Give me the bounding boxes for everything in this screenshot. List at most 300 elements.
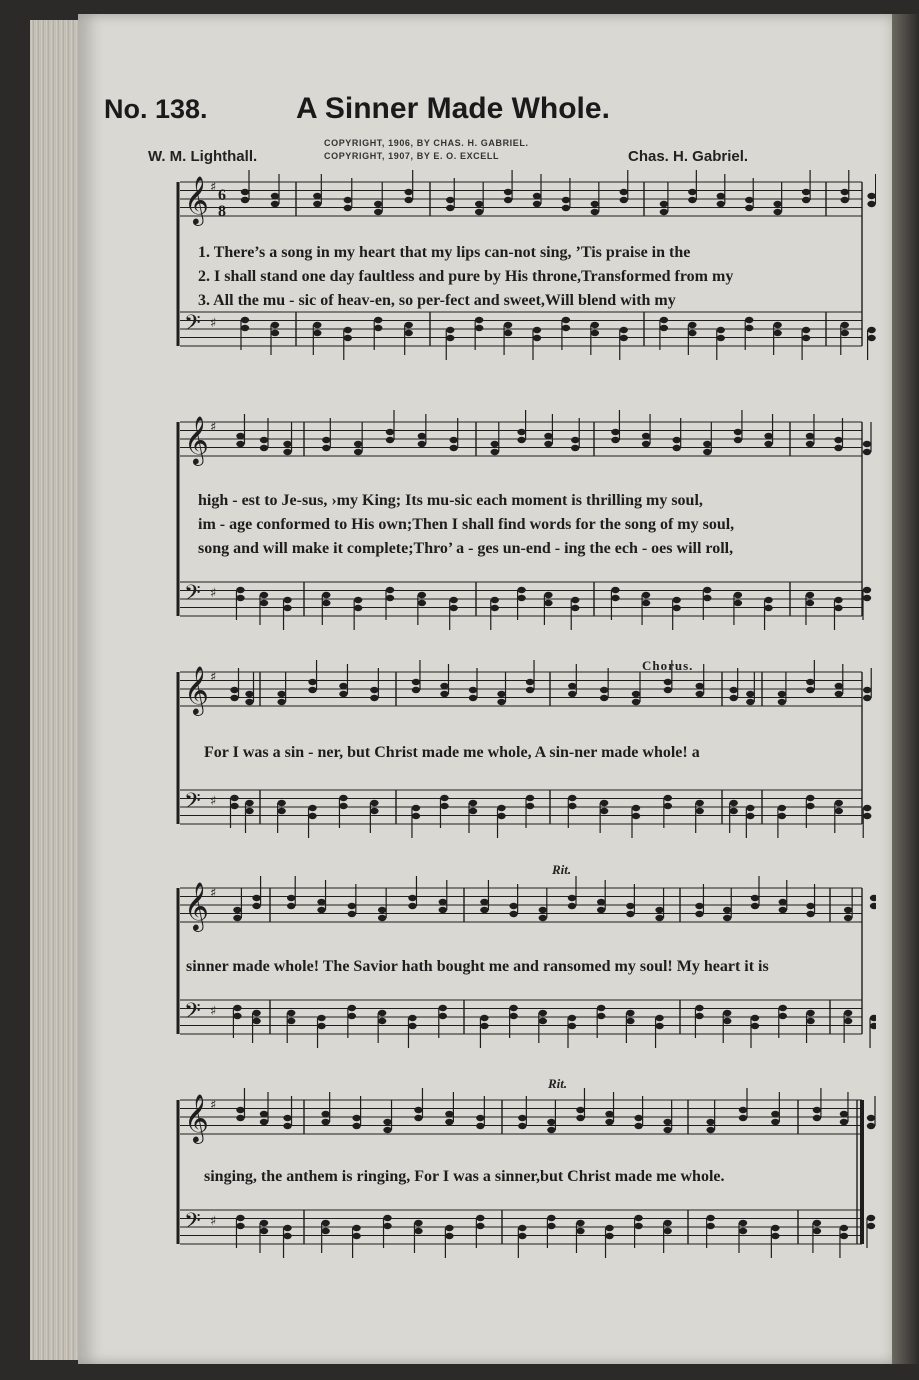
note-head <box>870 1015 876 1021</box>
note-head <box>734 600 742 606</box>
note-head <box>497 813 505 819</box>
note-head <box>835 691 843 697</box>
note-head <box>806 1010 814 1016</box>
note-head <box>778 699 786 705</box>
note-head <box>370 808 378 814</box>
note-head <box>504 330 512 336</box>
note-head <box>348 1005 356 1011</box>
note-head <box>778 805 786 811</box>
note-head <box>440 795 448 801</box>
copyright-line-1: COPYRIGHT, 1906, BY CHAS. H. GABRIEL. <box>324 138 529 148</box>
note-head <box>764 597 772 603</box>
note-head <box>706 1223 714 1229</box>
note-head <box>723 907 731 913</box>
note-head <box>696 808 704 814</box>
note-head <box>241 197 249 203</box>
note-head <box>509 1005 517 1011</box>
note-head <box>746 699 754 705</box>
note-head <box>439 1005 447 1011</box>
note-head <box>283 441 291 447</box>
note-head <box>620 327 628 333</box>
note-head <box>491 449 499 455</box>
note-head <box>497 699 505 705</box>
note-head <box>773 330 781 336</box>
note-head <box>642 433 650 439</box>
note-head <box>571 605 579 611</box>
note-head <box>526 679 534 685</box>
note-head <box>802 327 810 333</box>
note-head <box>526 795 534 801</box>
note-head <box>844 907 852 913</box>
note-head <box>518 1115 526 1121</box>
note-head <box>634 1223 642 1229</box>
note-head <box>236 1223 244 1229</box>
note-head <box>544 592 552 598</box>
note-head <box>634 1115 642 1121</box>
note-head <box>352 1115 360 1121</box>
note-head <box>418 600 426 606</box>
note-head <box>283 597 291 603</box>
note-head <box>317 899 325 905</box>
note-head <box>568 895 576 901</box>
note-head <box>241 189 249 195</box>
note-head <box>374 317 382 323</box>
note-head <box>751 895 759 901</box>
note-head <box>632 813 640 819</box>
note-head <box>813 1220 821 1226</box>
note-head <box>773 209 781 215</box>
note-head <box>867 327 875 333</box>
note-head <box>547 1119 555 1125</box>
note-head <box>806 795 814 801</box>
note-head <box>695 903 703 909</box>
note-head <box>283 1233 291 1239</box>
note-head <box>509 911 517 917</box>
note-head <box>568 683 576 689</box>
note-head <box>870 895 876 901</box>
note-head <box>414 1107 422 1113</box>
note-head <box>277 699 285 705</box>
key-signature-sharp: ♯ <box>210 794 217 809</box>
time-signature: 8 <box>218 203 226 220</box>
note-head <box>480 899 488 905</box>
note-head <box>230 795 238 801</box>
note-head <box>734 429 742 435</box>
book-page-edges <box>30 20 82 1360</box>
note-head <box>597 907 605 913</box>
note-head <box>867 1123 875 1129</box>
note-head <box>739 1115 747 1121</box>
note-head <box>260 437 268 443</box>
note-head <box>230 687 238 693</box>
note-head <box>672 437 680 443</box>
note-head <box>863 441 871 447</box>
note-head <box>597 1013 605 1019</box>
note-head <box>440 683 448 689</box>
note-head <box>260 445 268 451</box>
note-head <box>408 903 416 909</box>
note-head <box>480 1023 488 1029</box>
note-head <box>504 322 512 328</box>
note-head <box>236 595 244 601</box>
note-head <box>509 1013 517 1019</box>
note-head <box>778 813 786 819</box>
note-head <box>562 325 570 331</box>
note-head <box>764 605 772 611</box>
note-head <box>806 911 814 917</box>
note-head <box>571 437 579 443</box>
note-head <box>611 437 619 443</box>
note-head <box>739 1107 747 1113</box>
note-head <box>806 803 814 809</box>
note-head <box>236 441 244 447</box>
key-signature-sharp: ♯ <box>210 1004 217 1019</box>
key-signature-sharp: ♯ <box>210 886 217 901</box>
note-head <box>605 1225 613 1231</box>
note-head <box>863 449 871 455</box>
treble-clef: 𝄞 <box>184 881 209 930</box>
note-head <box>339 683 347 689</box>
bass-clef: 𝄢 <box>184 1209 201 1239</box>
note-head <box>271 322 279 328</box>
note-head <box>308 687 316 693</box>
note-head <box>445 1225 453 1231</box>
note-head <box>664 803 672 809</box>
note-head <box>414 1220 422 1226</box>
note-head <box>672 605 680 611</box>
note-head <box>779 899 787 905</box>
note-head <box>723 915 731 921</box>
note-head <box>383 1223 391 1229</box>
note-head <box>840 1119 848 1125</box>
note-head <box>605 1111 613 1117</box>
note-head <box>475 317 483 323</box>
note-head <box>440 691 448 697</box>
note-head <box>664 795 672 801</box>
note-head <box>374 325 382 331</box>
note-head <box>287 1010 295 1016</box>
note-head <box>287 1018 295 1024</box>
note-head <box>778 691 786 697</box>
note-head <box>717 193 725 199</box>
note-head <box>352 1225 360 1231</box>
note-head <box>352 1233 360 1239</box>
note-head <box>386 437 394 443</box>
note-head <box>663 1228 671 1234</box>
note-head <box>626 1010 634 1016</box>
note-head <box>476 1123 484 1129</box>
note-head <box>418 441 426 447</box>
note-head <box>252 895 260 901</box>
note-head <box>344 205 352 211</box>
note-head <box>378 915 386 921</box>
note-head <box>504 197 512 203</box>
note-head <box>779 1005 787 1011</box>
note-head <box>688 330 696 336</box>
note-head <box>806 600 814 606</box>
note-head <box>383 1119 391 1125</box>
note-head <box>378 1010 386 1016</box>
note-head <box>241 317 249 323</box>
note-head <box>729 800 737 806</box>
note-head <box>660 209 668 215</box>
note-head <box>446 197 454 203</box>
note-head <box>383 1127 391 1133</box>
key-signature-sharp: ♯ <box>210 586 217 601</box>
note-head <box>591 330 599 336</box>
composer-credit: Chas. H. Gabriel. <box>628 148 749 165</box>
note-head <box>739 1220 747 1226</box>
note-head <box>867 201 875 207</box>
note-head <box>404 197 412 203</box>
note-head <box>576 1228 584 1234</box>
note-head <box>260 1220 268 1226</box>
note-head <box>632 805 640 811</box>
verse-1-line-2: high - est to Je-sus, ›my King; Its mu-sic each moment is thrilling my soul, <box>198 492 703 509</box>
note-head <box>600 695 608 701</box>
note-head <box>404 330 412 336</box>
note-head <box>446 327 454 333</box>
music-score <box>96 170 876 1310</box>
note-head <box>663 1220 671 1226</box>
note-head <box>706 1215 714 1221</box>
note-head <box>867 1223 875 1229</box>
chorus-label: Chorus. <box>642 658 694 673</box>
verse-2-line-2: im - age conformed to His own;Then I shall find words for the song of my soul, <box>198 516 735 533</box>
note-head <box>352 1123 360 1129</box>
note-head <box>491 441 499 447</box>
note-head <box>348 911 356 917</box>
note-head <box>271 201 279 207</box>
note-head <box>313 322 321 328</box>
note-head <box>844 1010 852 1016</box>
note-head <box>660 325 668 331</box>
note-head <box>597 1005 605 1011</box>
note-head <box>241 325 249 331</box>
note-head <box>236 587 244 593</box>
key-signature-sharp: ♯ <box>210 420 217 435</box>
note-head <box>321 1119 329 1125</box>
note-head <box>576 1220 584 1226</box>
note-head <box>450 597 458 603</box>
note-head <box>370 695 378 701</box>
note-head <box>475 209 483 215</box>
note-head <box>504 189 512 195</box>
note-head <box>321 1220 329 1226</box>
note-head <box>446 205 454 211</box>
chorus-lyric-line-3: singing, the anthem is ringing, For I was a sinner,but Christ made me whole. <box>204 1168 725 1185</box>
note-head <box>562 317 570 323</box>
note-head <box>469 687 477 693</box>
note-head <box>344 335 352 341</box>
note-head <box>518 1225 526 1231</box>
note-head <box>664 687 672 693</box>
note-head <box>450 605 458 611</box>
note-head <box>533 193 541 199</box>
note-head <box>412 805 420 811</box>
note-head <box>729 687 737 693</box>
note-head <box>317 1015 325 1021</box>
note-head <box>317 1023 325 1029</box>
key-signature-sharp: ♯ <box>210 316 217 331</box>
note-head <box>322 437 330 443</box>
note-head <box>252 1010 260 1016</box>
note-head <box>344 197 352 203</box>
note-head <box>634 1215 642 1221</box>
note-head <box>509 903 517 909</box>
note-head <box>518 1123 526 1129</box>
note-head <box>260 600 268 606</box>
note-head <box>706 1127 714 1133</box>
note-head <box>230 695 238 701</box>
note-head <box>571 445 579 451</box>
note-head <box>663 1119 671 1125</box>
note-head <box>260 1111 268 1117</box>
note-head <box>322 445 330 451</box>
note-head <box>418 433 426 439</box>
note-head <box>729 695 737 701</box>
note-head <box>745 325 753 331</box>
note-head <box>605 1119 613 1125</box>
note-head <box>840 1233 848 1239</box>
note-head <box>480 907 488 913</box>
note-head <box>703 449 711 455</box>
note-head <box>806 441 814 447</box>
note-head <box>841 189 849 195</box>
key-signature-sharp: ♯ <box>210 1214 217 1229</box>
note-head <box>245 808 253 814</box>
note-head <box>277 800 285 806</box>
note-head <box>723 1018 731 1024</box>
note-head <box>806 1018 814 1024</box>
note-head <box>806 687 814 693</box>
note-head <box>672 597 680 603</box>
note-head <box>863 687 871 693</box>
note-head <box>734 437 742 443</box>
note-head <box>321 1111 329 1117</box>
note-head <box>446 335 454 341</box>
note-head <box>283 449 291 455</box>
note-head <box>440 803 448 809</box>
note-head <box>746 813 754 819</box>
note-head <box>450 437 458 443</box>
note-head <box>591 322 599 328</box>
chorus-lyric-line-2: sinner made whole! The Savior hath bought me and ransomed my soul! My heart it is <box>186 958 769 975</box>
verse-1-line-1: 1. There’s a song in my heart that my lips can-not sing, ’Tis praise in the <box>198 244 691 261</box>
note-head <box>236 1115 244 1121</box>
note-head <box>539 915 547 921</box>
note-head <box>236 1215 244 1221</box>
note-head <box>771 1119 779 1125</box>
note-head <box>450 445 458 451</box>
note-head <box>252 1018 260 1024</box>
note-head <box>539 907 547 913</box>
note-head <box>626 911 634 917</box>
note-head <box>773 322 781 328</box>
note-head <box>475 325 483 331</box>
note-head <box>655 1023 663 1029</box>
note-head <box>533 327 541 333</box>
note-head <box>497 691 505 697</box>
note-head <box>271 193 279 199</box>
note-head <box>354 449 362 455</box>
verse-2-line-1: 2. I shall stand one day faultless and pure by His throne,Transformed from my <box>198 268 734 285</box>
note-head <box>717 201 725 207</box>
note-head <box>813 1115 821 1121</box>
note-head <box>703 595 711 601</box>
note-head <box>308 805 316 811</box>
note-head <box>568 803 576 809</box>
note-head <box>526 687 534 693</box>
note-head <box>533 335 541 341</box>
note-head <box>476 1223 484 1229</box>
note-head <box>835 800 843 806</box>
note-head <box>600 800 608 806</box>
note-head <box>313 193 321 199</box>
note-head <box>348 903 356 909</box>
note-head <box>233 1013 241 1019</box>
note-head <box>806 433 814 439</box>
note-head <box>277 808 285 814</box>
note-head <box>322 592 330 598</box>
note-head <box>321 1228 329 1234</box>
note-head <box>283 605 291 611</box>
note-head <box>348 1013 356 1019</box>
time-signature: 6 <box>218 187 226 204</box>
note-head <box>863 805 871 811</box>
note-head <box>386 595 394 601</box>
note-head <box>260 592 268 598</box>
note-head <box>533 201 541 207</box>
note-head <box>611 587 619 593</box>
note-head <box>576 1115 584 1121</box>
note-head <box>591 201 599 207</box>
note-head <box>642 600 650 606</box>
note-head <box>544 600 552 606</box>
note-head <box>813 1107 821 1113</box>
note-head <box>233 1005 241 1011</box>
note-head <box>739 1228 747 1234</box>
note-head <box>863 695 871 701</box>
ritardando-label-2: Rit. <box>548 1076 568 1091</box>
note-head <box>626 903 634 909</box>
note-head <box>867 193 875 199</box>
note-head <box>620 335 628 341</box>
note-head <box>620 189 628 195</box>
note-head <box>745 197 753 203</box>
note-head <box>378 1018 386 1024</box>
note-head <box>339 803 347 809</box>
treble-clef: 𝄞 <box>184 175 209 224</box>
note-head <box>547 1215 555 1221</box>
note-head <box>439 907 447 913</box>
note-head <box>568 691 576 697</box>
verse-3-line-1: 3. All the mu - sic of heav-en, so per-fect and sweet,Will blend with my <box>198 292 676 309</box>
note-head <box>706 1119 714 1125</box>
note-head <box>370 687 378 693</box>
note-head <box>354 597 362 603</box>
note-head <box>354 441 362 447</box>
note-head <box>660 317 668 323</box>
note-head <box>834 445 842 451</box>
note-head <box>260 1119 268 1125</box>
bass-clef: 𝄢 <box>184 311 201 341</box>
note-head <box>287 895 295 901</box>
note-head <box>445 1111 453 1117</box>
note-head <box>642 592 650 598</box>
note-head <box>517 587 525 593</box>
note-head <box>802 197 810 203</box>
